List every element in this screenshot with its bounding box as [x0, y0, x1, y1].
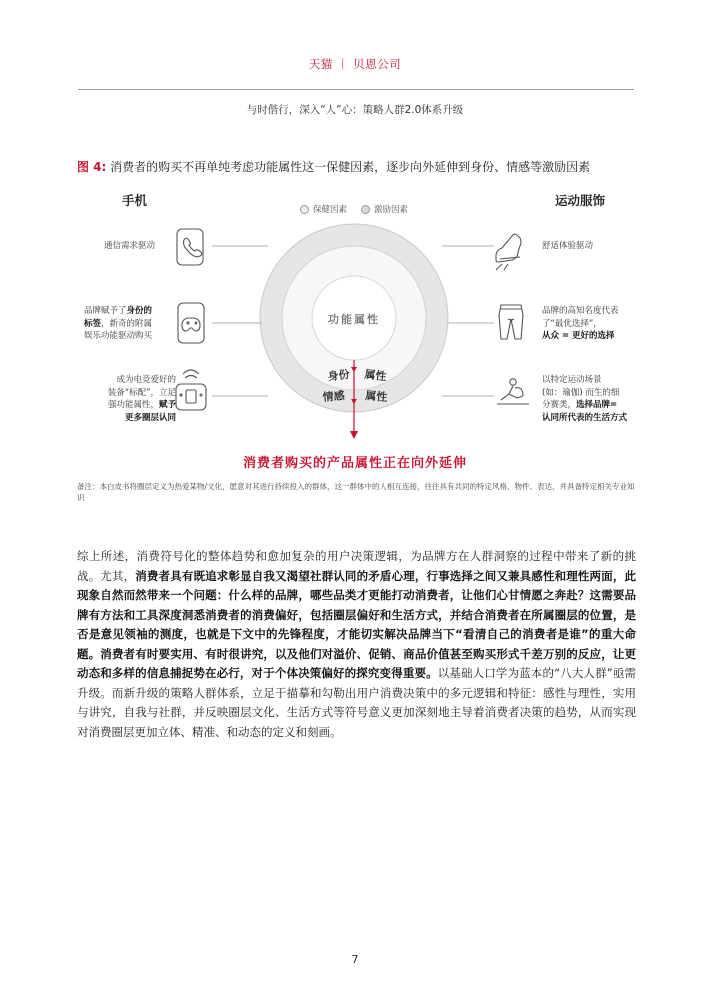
body-paragraph	[77, 547, 636, 742]
right-item-2	[542, 374, 652, 424]
right-item-1	[542, 305, 652, 343]
figure-tagline: 消费者购买的产品属性正在向外延伸	[242, 456, 467, 471]
right-item-text: 认同所代表的生活方式	[542, 412, 628, 423]
outward-arrow-head	[350, 431, 358, 439]
sneaker-icon	[496, 234, 521, 270]
left-item-text: 成为电竞爱好的	[116, 375, 176, 385]
right-item-text: 品牌的高知名度代表	[542, 306, 619, 316]
legend-label: 保健因素	[313, 205, 348, 215]
left-item-text: 强功能属性，	[107, 400, 159, 410]
left-item-text: 品牌赋予了	[84, 306, 127, 316]
left-item-text: 标签	[84, 318, 102, 329]
right-item-text: 选择品牌=	[576, 400, 618, 410]
gamepad-phone-icon	[178, 303, 204, 343]
yoga-icon	[497, 379, 529, 404]
body-text-run: 综上所述，消费符号化的整体趋势和愈加复杂的用户决策逻辑，为品牌方在人群洞察的过程中带来了新的挑战。尤其，	[77, 549, 636, 583]
right-item-text: 以特定运动场景	[542, 375, 602, 385]
right-item-text: (如：瑜伽) 而生的细	[542, 387, 620, 398]
figure-note: 备注：本白皮书将圈层定义为热爱某物/文化，愿意对其进行持续投入的群体，这一群体中的人相互连接，往往具有共同的特定风格、物件、表达，并具备特定相关专业知识	[77, 482, 635, 502]
left-item-text: 更多圈层认同	[124, 412, 176, 423]
right-item-0	[542, 240, 642, 253]
emotion-label-1: 情感	[322, 389, 346, 404]
left-column-title: 手机	[122, 193, 148, 208]
center-label: 功能属性	[328, 313, 380, 326]
page-header-brand: 天猫 ｜ 贝恩公司	[308, 57, 402, 71]
gaming-phone-icon	[176, 370, 206, 410]
left-item-text: 娱乐功能驱动购买	[84, 331, 153, 341]
emotion-label-2: 属性	[364, 389, 388, 404]
page-subtitle: 与时偕行，深入“人”心：策略人群2.0体系升级	[246, 104, 464, 116]
left-item-text: 身份的	[126, 306, 153, 316]
identity-label-2: 属性	[363, 367, 388, 384]
left-item-text: 装备“标配”，立足	[107, 387, 176, 398]
right-item-text: 分赛类，	[542, 400, 577, 410]
left-item-text: ，新奇的附属	[101, 318, 153, 329]
figure-caption-text: 消费者的购买不再单纯考虑功能属性这一保健因素，逐步向外延伸到身份、情感等激励因素	[106, 160, 591, 174]
right-column-title: 运动服饰	[555, 193, 606, 208]
left-item-1	[84, 305, 174, 343]
left-item-text: 通信需求驱动	[104, 241, 156, 251]
body-text-run: 以基础人口学为蓝本的“八大人群”亟需升级。而新升级的策略人群体系，立足于描摹和勾勒出用户消费决策中的多元逻辑和特征：感性与理性，实用与讲究，自我与社群，并反映圈层文化、生活方式等符号意义更加深刻地主导着消费者决策的趋势，从而实现对消费圈层更加立体、精准、和动态的定义和刻画。	[77, 666, 636, 739]
legend-label: 激励因素	[374, 205, 409, 215]
identity-label-1: 身份	[326, 367, 351, 384]
right-item-text: 舒适体验驱动	[542, 241, 594, 251]
right-item-text: 从众 = 更好的选择	[542, 331, 615, 341]
figure-label: 图 4:	[77, 160, 107, 174]
left-item-text: 赋予	[158, 400, 176, 410]
right-item-text: 了“最优选择”，	[542, 318, 602, 329]
body-text-run: 消费者具有既追求彰显自我又渴望社群认同的矛盾心理，行事选择之间又兼具感性和理性两面，此现象自然而然带来一个问题：什么样的品牌，哪些品类才更能打动消费者，让他们心甘情愿之奔赴？这需要品牌有方法和工具深度洞悉消费者的消费偏好，包括圈层偏好和生活方式，并结合消费者在所属圈层的位置，是否是意见领袖的测度，也就是下文中的先锋程度，才能切实解决品牌当下“看清自己的消费者是谁”的重大命题。消费者有时要实用、有时很讲究，以及他们对溢价、促销、商品价值甚至购买形式千差万别的反应，让更动态和多样的信息捕捉势在必行，对于个体决策偏好的探究变得重要。	[77, 568, 637, 680]
leggings-icon	[499, 305, 523, 339]
left-item-2	[86, 374, 176, 424]
page-number: 7	[351, 953, 359, 966]
left-item-0	[104, 240, 204, 253]
